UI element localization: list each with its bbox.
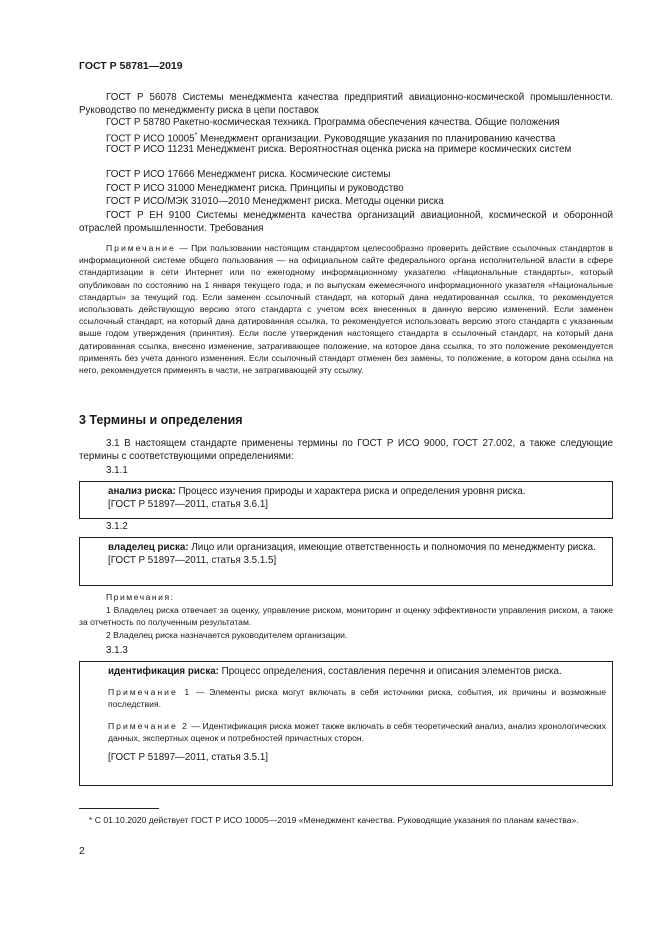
term-box — [79, 537, 613, 586]
footnote: * С 01.10.2020 действует ГОСТ Р ИСО 10005—2019 «Менеджмент качества. Руководящие указания по планам качества». — [89, 815, 579, 825]
term-definition: анализ риска: Процесс изучения природы и характера риска и определения уровня риска. — [108, 486, 526, 497]
reference-item: ГОСТ Р ИСО 11231 Менеджмент риска. Вероятностная оценка риска на примере космических систем — [106, 144, 572, 155]
normative-note: Примечание — При пользовании настоящим стандартом целесообразно проверить действие ссылочных стандартов в информационной системе общего пользования — на официальном сайте федерального органа исполнительной власти в сфере стандартизации в сети Интернет или по ежегодному информационному указателю «Национальные стандарты», который опубликован по состоянию на 1 января текущего года, и по выпускам ежемесячного информационного указателя «Национальные стандарты» за текущий год. Если заменен ссылочный стандарт, на который дана недатированная ссылка, то рекомендуется использовать действующую версию этого стандарта с учетом всех внесенных в данную версию изменений. Если заменен ссылочный стандарт, на который дана датированная ссылка, то рекомендуется использовать версию этого стандарта с указанным выше годом утверждения (принятия). Если после утверждения настоящего стандарта в ссылочный стандарт, на который дана датированная ссылка, внесено изменение, затрагивающее положение, на которое дана ссылка, то это положение рекомендуется применять без учета данного изменения. Если ссылочный стандарт отменен без замены, то положение, в котором дана ссылка на него, рекомендуется применять в части, не затрагивающей эту ссылку. — [79, 243, 613, 376]
note-item: Примечание 1 — Элементы риска могут включать в себя источники риска, события, их причины и возможные последствия. — [108, 686, 606, 709]
page-header: ГОСТ Р 58781—2019 — [79, 60, 183, 72]
term-number: 3.1.2 — [106, 521, 128, 532]
term-source: [ГОСТ Р 51897—2011, статья 3.6.1] — [108, 498, 268, 510]
term-number: 3.1.3 — [106, 645, 128, 656]
term-source: [ГОСТ Р 51897—2011, статья 3.5.1] — [108, 752, 268, 764]
reference-item: ГОСТ Р 56078 Системы менеджмента качества предприятий авиационно-космической промышленности. Руководство по менеджменту риска в цепи поставок — [79, 92, 613, 116]
term-box — [79, 481, 613, 519]
reference-item: ГОСТ Р 58780 Ракетно-космическая техника. Программа обеспечения качества. Общие положения — [106, 117, 560, 128]
reference-item: ГОСТ Р ЕН 9100 Системы менеджмента качества организаций авиационной, космической и оборонной отраслей промышленности. Требования — [79, 210, 613, 234]
note-item: 2 Владелец риска назначается руководителем организации. — [106, 630, 348, 640]
note-item: Примечание 2 — Идентификация риска может также включать в себя теоретический анализ, анализ хронологических данных, экспертных оценок и потребностей причастных сторон. — [108, 720, 606, 744]
section-intro: 3.1 В настоящем стандарте применены термины по ГОСТ Р ИСО 9000, ГОСТ 27.002, а также следующие термины с соответствующими определениями: — [79, 438, 613, 462]
note-item: 1 Владелец риска отвечает за оценку, управление риском, мониторинг и оценку эффективности управления риском, а также за отчетность по полученным результатам. — [79, 605, 613, 628]
term-definition: идентификация риска: Процесс определения, составления перечня и описания элементов риска. — [108, 666, 562, 677]
reference-item: ГОСТ Р ИСО 10005* Менеджмент организации. Руководящие указания по планированию качества — [106, 132, 556, 145]
term-source: [ГОСТ Р 51897—2011, статья 3.5.1.5] — [108, 554, 277, 566]
footnote-divider — [79, 808, 159, 809]
term-number: 3.1.1 — [106, 465, 128, 476]
reference-item: ГОСТ Р ИСО/МЭК 31010—2010 Менеджмент риска. Методы оценки риска — [106, 196, 444, 207]
term-box — [79, 661, 613, 786]
reference-item: ГОСТ Р ИСО 31000 Менеджмент риска. Принципы и руководство — [106, 183, 404, 194]
reference-item: ГОСТ Р ИСО 17666 Менеджмент риска. Космические системы — [106, 169, 391, 180]
section-title: 3 Термины и определения — [79, 413, 243, 427]
term-definition: владелец риска: Лицо или организация, имеющие ответственность и полномочия по менеджменту риска. — [108, 542, 596, 553]
notes-label: Примечания: — [106, 592, 175, 602]
page-number: 2 — [79, 845, 85, 857]
